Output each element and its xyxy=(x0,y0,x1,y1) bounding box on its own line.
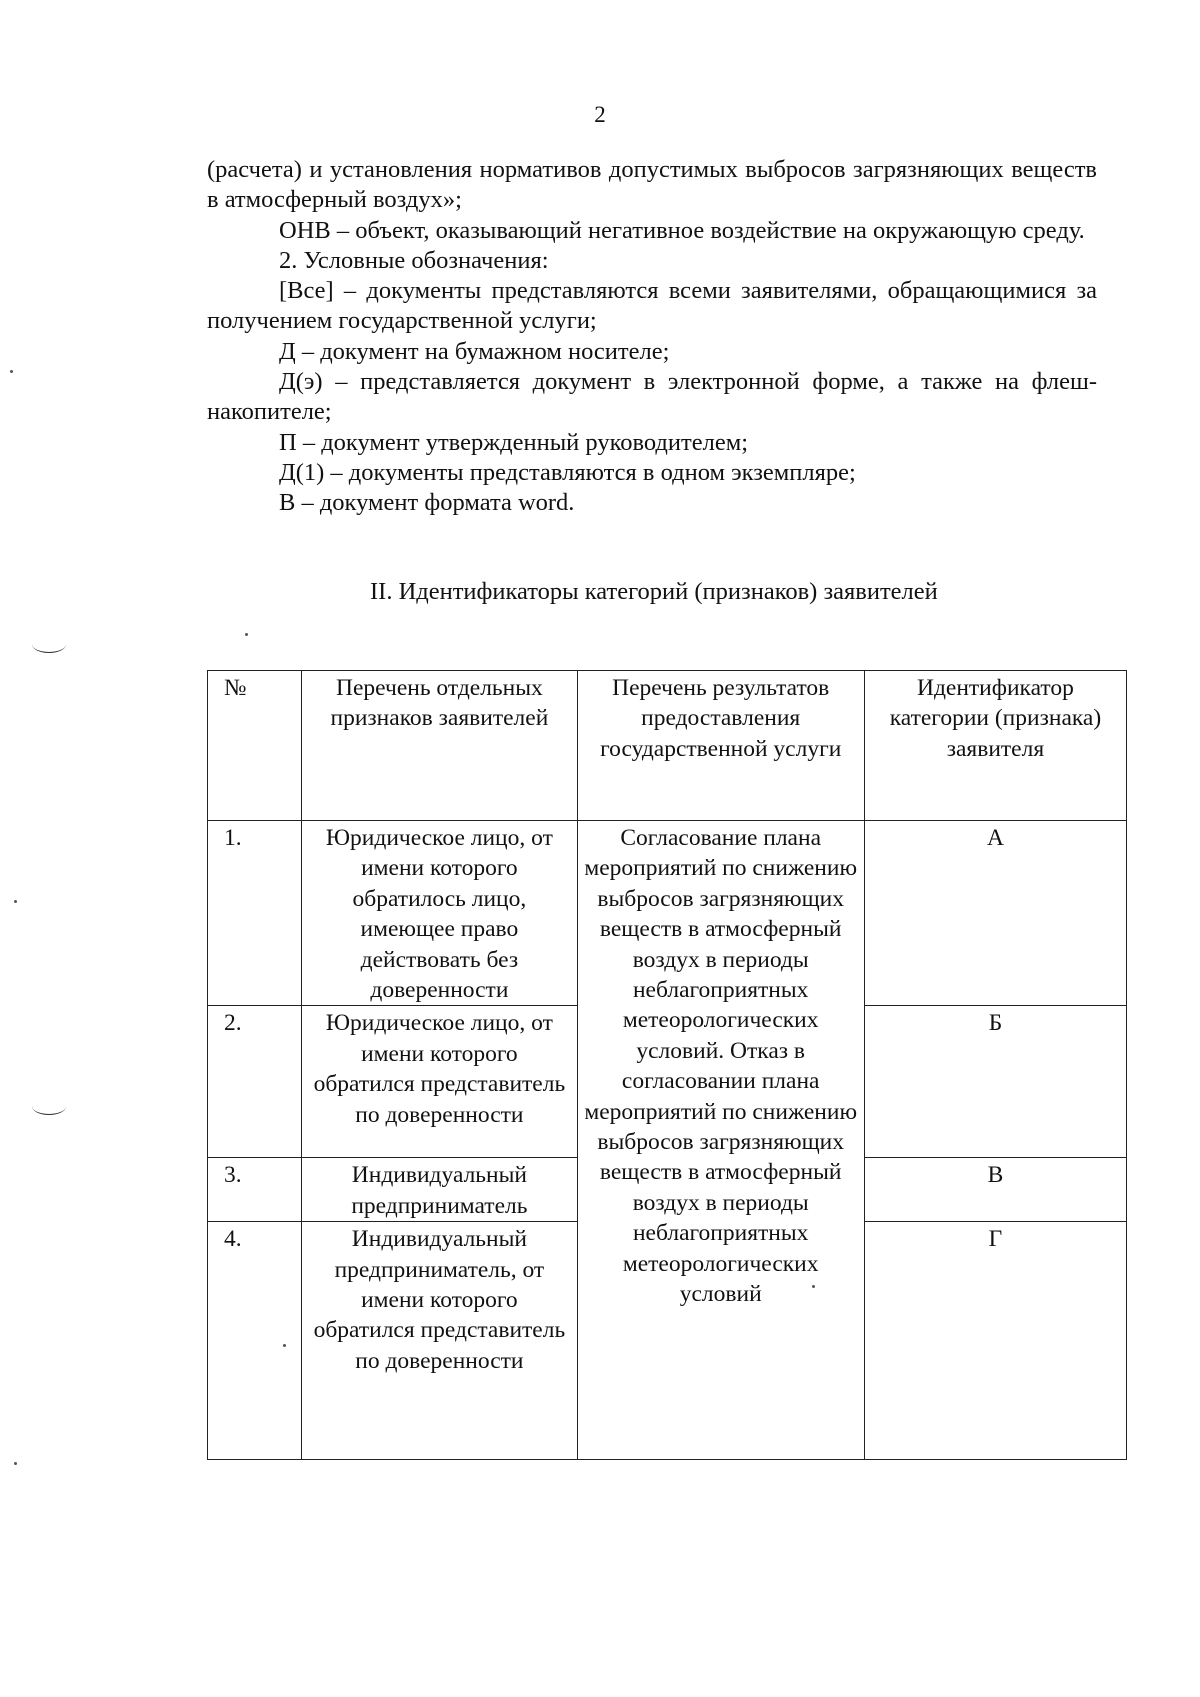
row-identifier: Г xyxy=(864,1222,1126,1460)
scan-speck xyxy=(14,1462,17,1465)
header-identifier: Идентификатор категории (признака) заявителя xyxy=(864,671,1126,821)
paragraph: В – документ формата word. xyxy=(279,489,575,517)
applicant-categories-table xyxy=(207,670,1127,1460)
scan-speck xyxy=(14,900,17,903)
body-text xyxy=(207,155,1097,519)
row-number: 1. xyxy=(208,821,302,1006)
row-sign: Индивидуальный предприниматель xyxy=(302,1158,577,1222)
paragraph: 2. Условные обозначения: xyxy=(279,246,549,274)
paragraph: Д(э) – представляется документ в электронной форме, а также на флеш-накопителе; xyxy=(207,368,1097,426)
row-identifier: А xyxy=(864,821,1126,1006)
scan-speck xyxy=(283,1344,286,1347)
row-sign: Индивидуальный предприниматель, от имени которого обратился представитель по доверенности xyxy=(302,1222,577,1460)
row-identifier: В xyxy=(864,1158,1126,1222)
row-number: 2. xyxy=(208,1006,302,1158)
paragraph: П – документ утвержденный руководителем; xyxy=(279,428,749,456)
paragraph: Д(1) – документы представляются в одном экземпляре; xyxy=(279,458,856,486)
scan-mark xyxy=(32,1098,66,1115)
row-number: 3. xyxy=(208,1158,302,1222)
paragraph: (расчета) и установления нормативов допустимых выбросов загрязняющих веществ в атмосферный воздух»; xyxy=(207,156,1097,214)
row-identifier: Б xyxy=(864,1006,1126,1158)
header-results: Перечень результатов предоставления государственной услуги xyxy=(577,671,864,821)
paragraph: ОНВ – объект, оказывающий негативное воздействие на окружающую среду. xyxy=(279,216,1085,244)
table-header-row xyxy=(208,671,1127,821)
scan-speck xyxy=(10,370,13,373)
scan-mark xyxy=(32,636,66,653)
page-number: 2 xyxy=(594,102,606,127)
scan-speck xyxy=(245,633,248,636)
paragraph: [Все] – документы представляются всеми заявителями, обращающимися за получением государственной услуги; xyxy=(207,277,1097,335)
table-row xyxy=(208,821,1127,1006)
paragraph: Д – документ на бумажном носителе; xyxy=(279,337,670,365)
row-sign: Юридическое лицо, от имени которого обратился представитель по доверенности xyxy=(302,1006,577,1158)
header-number: № xyxy=(208,671,302,821)
scan-speck xyxy=(812,1285,815,1288)
row-sign: Юридическое лицо, от имени которого обратилось лицо, имеющее право действовать без доверенности xyxy=(302,821,577,1006)
section-heading: II. Идентификаторы категорий (признаков) заявителей xyxy=(370,578,938,605)
results-cell: Согласование плана мероприятий по снижению выбросов загрязняющих веществ в атмосферный воздух в периоды неблагоприятных метеорологических условий. Отказ в согласовании плана мероприятий по снижению выбросов загрязняющих веществ в атмосферный воздух в периоды неблагоприятных метеорологических условий xyxy=(577,821,864,1460)
row-number: 4. xyxy=(208,1222,302,1460)
header-signs: Перечень отдельных признаков заявителей xyxy=(302,671,577,821)
